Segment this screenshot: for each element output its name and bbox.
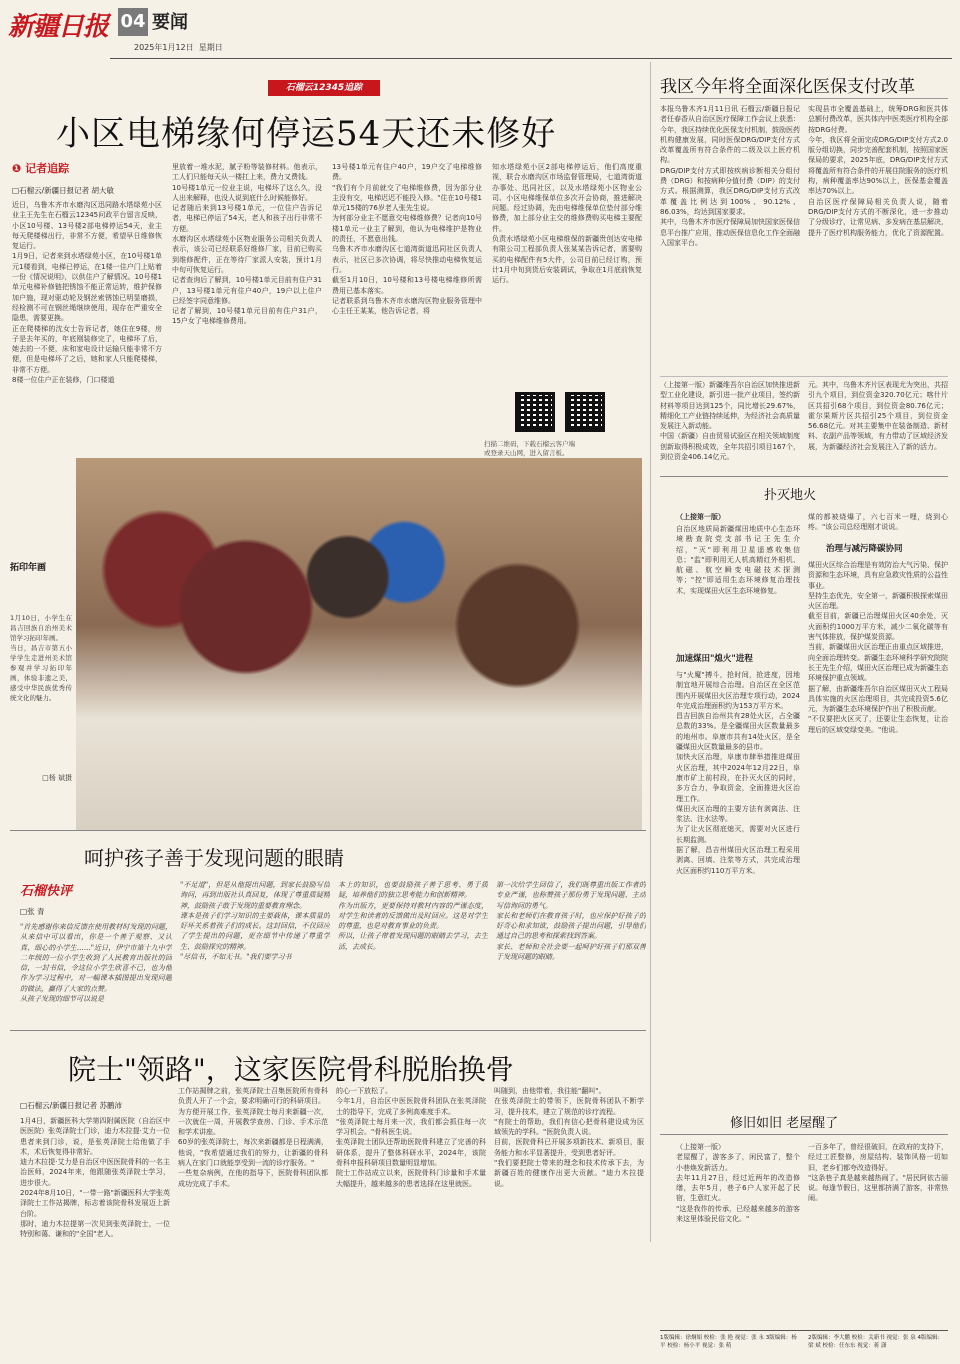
jump-marker: （上接第一版） — [676, 513, 725, 521]
article-column: 元。其中，乌鲁木齐片区表现尤为突出，共招引九个项目，到位资金320.70亿元；喀什片区共招引68个项目，到位资金80.76亿元；霍尔果斯片区共招引25个项目，到位资金56.68亿元。对其主要集中在装备制造、新材料、农副产品等领域，有力带动了区域经济发展，为新疆经济社会发展注入了新的活力。 — [808, 381, 948, 451]
article-column: 近日，乌鲁木齐市水磨沟区迅同路水塔绿苑小区业主王先生在石榴云12345问政平台留言反映，小区10号楼、13号楼2部电梯停运54天，业主每天爬楼梯出行，非常不方便，希望早日维修恢复运行。 1月9日，记者来到水塔绿苑小区，在10号楼1单元1楼看到，电梯已停运，在1楼一住户门上贴着一份《情况说明》，以供住户了解情况。10号楼1单元电梯补修链把锈蚀不能正常运转，维护保修加户施，现对驱动轮及钢丝索锈蚀已明显磨损，经检测不可在钢丝绳继续使用，现存在严重安全隐患，需要更换。 正在爬楼梯的沈女士告诉记者，她住在9楼，房子是去年买的，年底刚装修完了，电梯坏了后，她去的一不便，床和家电设计运输只能非常不方便，但是电梯坏了之后，她和家人只能爬楼梯，非常不方便。 8楼一位住户正在装修，门口楼道 — [12, 201, 162, 385]
article-old-house — [654, 1112, 954, 1342]
date: 2025年1月12日 — [134, 43, 194, 52]
article-column: "首先感谢你来信反馈在使用教材时发现的问题，从来信中可以看出，你是一个善于观察、又认真、细心的小学生……"近日，伊宁市第十九中学二年级的一位小学生收到了人民教育出版社的回信，一封书信，令这位小学生欣喜不已，也为他作为学习过程中，对一幅课本插图提出发现问题的做法，赢得了大家的点赞。 从孩子发现的细节可以说是 — [20, 923, 172, 1004]
subheading: 加速煤田"熄火"进程 — [676, 654, 753, 664]
paper-logo: 新疆日报 — [8, 12, 109, 42]
article-academician — [0, 1030, 650, 1330]
article-column: 一百多年了，曾经很破旧，在政府的支持下，经过工匠整修，房屋结构、装饰风格一切如旧，老乡们都夸改造得好。 "这条巷子真是越来越热闹了。"居民阿依古丽说。每逢节假日，这里都挤满了游客，非常热闹。 — [808, 1143, 948, 1203]
byline: □张 青 — [20, 907, 45, 916]
headline: 我区今年将全面深化医保支付改革 — [660, 77, 915, 97]
page-number: 04 — [118, 8, 148, 36]
column-divider — [650, 62, 651, 1242]
article-column: 实现县市全覆盖基础上，统筹DRG和医共体总额付费改革，医共体内中医类医疗机构全部按DRG付费。 今年，我区将全面完成DRG/DIP支付方式2.0版分组切换，同步完善配套机制，按照国家医保局的要求，2025年底，DRG/DIP支付方式将覆盖所有符合条件的开展住院服务的医疗机构，病种覆盖率达90%以上，医保基金覆盖率达70%以上。 自治区医疗保障局相关负责人说，随着DRG/DIP支付方式的不断深化，进一步推动了分级诊疗，让常见病、多发病在基层解决，提升了医疗机构服务能力，优化了资源配置。 — [808, 105, 948, 237]
article-medical-insurance — [654, 60, 954, 460]
section-rule — [660, 1134, 948, 1135]
editor-credits-left: 1版编辑：徐炯娟 校检：张 艳 视觉：张 永 3版编辑：杨 平 校检：杨小平 视觉：张 萌 — [660, 1335, 797, 1349]
photo-caption-text: 1月10日，小学生在昌吉回族自治州美术馆学习拓印年画。 当日，昌吉市第五小学学生走进州美术馆参观并学习拓印年画，体验非遗之美，感受中华民族优秀传统文化的魅力。 — [10, 614, 72, 702]
article-column: 本上的知识，也要鼓励孩子善于思考、勇于质疑，培养他们的独立思考能力和创新精神。 作为出版方，更要保持对教材内容的严谨态度，对学生和读者的反馈做出及时回应。这是对学生的尊重，也是对教育事业的负责。 所以，让孩子带着发现问题的眼睛去学习，去生活，去成长。 — [338, 881, 488, 951]
byline: □石榴云/新疆日报记者 胡大敏 — [12, 186, 114, 195]
article-column: 工作站揭牌之前，张英泽院士召集医院所有骨科负责人开了一个会，要求明确可行的科研项目。 为方便开展工作，张英泽院士每月来新疆一次，一次就住一周，开展教学查房、门诊、手术示范和学术讲座。 60岁的张英泽院士，每次来新疆都是日程满满，他说，"我希望通过我们的努力，让新疆的骨科病人在家门口就能享受到一流的诊疗服务。" 一些复杂病例，在他的指导下，医院骨科团队都成功完成了手术。 — [178, 1087, 328, 1188]
section-rule — [10, 830, 646, 831]
article-column: 第一次给学生回信了，我们既尊重出版工作者的专业严谨，也称赞孩子那份勇于发现问题、主动写信询问的勇气。 家长和老师们在教育孩子时，也应保护好孩子的好奇心和求知欲，鼓励孩子提出问题，引导他们通过自己的思考和探索找到答案。 家长、老师和全社会要一起呵护好孩子们那双善于发现问题的眼睛。 — [496, 881, 646, 962]
column-tag-text: 石榴云12345追踪 — [285, 83, 363, 93]
section-name: 要闻 — [152, 12, 188, 33]
article-column: 1月4日，新疆医科大学第四附属医院（自治区中医医院）张英泽院士门诊，迪力木拉提·艾力一位患者来到门诊，说，是张英泽院士给他做了手术，术后恢复得非常好。 迪力木拉提·艾力是自治区中医医院骨科的一名主治医师，2024年来，他跟随张英泽院士学习，进步很大。 2024年8月10日，"一带一路"新疆医科大学张英泽院士工作站揭牌，标志着该院骨科发展迈上新台阶。 那时，迪力木拉提第一次见到张英泽院士，一位特别和蔼、谦和的"全国"老人。 — [20, 1117, 170, 1239]
headline: 修旧如旧 老屋醒了 — [730, 1116, 839, 1131]
weekday: 星期日 — [198, 43, 223, 52]
footer-rule — [660, 1330, 948, 1331]
section-rule — [660, 476, 948, 477]
news-photo — [76, 458, 642, 830]
photo-caption — [10, 560, 72, 840]
article-column: 自治区地质局新疆煤田地质中心生态环境勘查院党支部书记王先生介绍，"灭"即利用卫星遥感收集信息；"监"即利用无人机高精红外相机、航磁、航空瞬变电磁技术探测等；"控"即适用生态环境修复治理技术，实现煤田火区生态环境修复。 — [676, 525, 800, 595]
article-column: 与"火魔"搏斗，抢时间，抢进度，因地制宜地开展综合治理。自治区在全区范围内开展煤田火区治理专项行动，2024年完成治理面积约为153万平方米。 昌吉回族自治州共有28处火区，占全疆总数的33%。是全疆煤田火区数量最多的地州市。阜康市共有14处火区，是全疆煤田火区数量最多的县市。 加快火区治理，阜康市肆举措推进煤田火区治理，其中2024年12月22日，阜康市矿上前村段，在扑灭火区的同时，多方合力，争取资金，全面推进火区治理工作。 煤田火区治理的主要方法有剥离法、注浆法、注水法等。 为了让火区彻底熄灭，需要对火区进行长期监测。 据了解，昌吉州煤田火区治理工程采用剥离、回填、注浆等方式，共完成治理火区面积约110万平方米。 — [676, 671, 800, 875]
badge-text: 记者追踪 — [25, 162, 70, 175]
masthead-rule — [110, 58, 952, 59]
commentary-tag: 石榴快评 — [20, 884, 73, 899]
headline: 小区电梯缘何停运54天还未修好 — [56, 114, 557, 154]
qr-caption: 扫描二维码，下载石榴云客户端 或登录天山网，进入留言板。 — [484, 440, 575, 457]
section-rule — [660, 376, 948, 377]
section-rule — [10, 1030, 646, 1031]
article-column: "不足道"，但是从他提出问题，到家长鼓励写信询问，再到出版社认真回复，体现了尊重质疑精神，鼓励孩子敢于发现的重要教育理念。 课本是孩子们学习知识的主要载体，课本质量的好坏关系着孩子们的成长。这封回信，不仅回应了学生提出的问题，更在细节中传递了尊重学生、鼓励探究的精神。 "尽信书，不如无书。"我们要学习书 — [180, 881, 330, 962]
reporter-badge — [12, 160, 69, 176]
headline: 扑灭地火 — [764, 488, 817, 503]
photo-caption-title: 拓印年画 — [10, 563, 47, 573]
subheading: 治理与减污降碳协同 — [826, 544, 903, 554]
article-column: 煤田火区综合治理是有效防治大气污染、保护资源和生态环境，具有应急救灾性质的公益性事业。 坚持生态优先，安全第一，新疆积极探索煤田火区治理。 截至目前，新疆已治理煤田火区40余处，灭火面积约1000万平方米，减少二氧化碳等有害气体排放，保护煤炭资源。 当前，新疆煤田火区治理正由重点区域推进，向全面治理转变。新疆生态环境科学研究院院长王先生介绍，煤田火区治理已成为新疆生态环境保护重点领域。 据了解，由新疆维吾尔自治区煤田灭火工程局具体实施的火区治理项目，共完成投资5.6亿元，为新疆生态环境保护作出了积极贡献。 "不仅要把火区灭了，还要让生态恢复，让治理后的区域变绿变美。"他说。 — [808, 561, 948, 734]
article-column: 里放着一堆水泥，腻子粉等装修材料。他表示，工人们只能每天从一楼扛上来，费力又费钱。 10号楼1单元一位业主说，电梯坏了这么久，没人出来解释，也没人说到底什么时候能修好。 记者随后来到13号楼1单元，一位住户告诉记者，电梯已停运了54天，老人和孩子出行非常不方便。 水磨沟区水塔绿苑小区物业服务公司相关负责人表示，该公司已经联系好维修厂家，目前已购买到维修配件，正在等待厂家派人安装，预计1月中旬可恢复运行。 记者查询后了解到，10号楼1单元目前有住户31户，13号楼1单元有住户40户，19户以上住户已经签字同意维修。 记者了解到，10号楼1单元目前有住户31户，15户女了电梯维修费用。 — [172, 163, 322, 326]
article-column: 本报乌鲁木齐1月11日讯 石榴云/新疆日报记者任春香从自治区医疗保障工作会议上获悉：今年，我区持续优化医保支付机制，鼓励医药机构健康发展，同时医保DRG/DIP支付方式改革覆盖所有符合条件的二级及以上医疗机构。 DRG/DIP支付方式即按疾病诊断相关分组付费（DRG）和按病种分值付费（DIP）的支付方式。根据测算，我区DRG/DIP支付方式改革覆盖比例达到100%、90.12%、86.03%，均达到国家要求。 其中，乌鲁木齐市医疗保障局加快国家医保信息平台推广应用，推动医保信息化工作全面融入国家平台。 — [660, 105, 800, 247]
column-tag — [268, 80, 380, 96]
article-column: 13号楼1单元有住户40户，19户交了电梯维修费。 "我们有个月前就交了电梯维修费，因为部分业主没有交，电梯迟迟不能投入修。"住在10号楼1单元15楼的76岁老人张先生说。 为何部分业主不愿意交电梯维修费？记者向10号楼1单元一业主了解到，他认为电梯维护是物业的责任，不愿意出钱。 乌鲁木齐市水磨沟区七道湾街道迅同社区负责人表示，社区已多次协调，将尽快推动电梯恢复运行。 截至1月10日，10号楼和13号楼电梯维修所需费用已基本落实。 记者联系到乌鲁木齐市水磨沟区物业服务管理中心主任王某某，他告诉记者，将 — [332, 163, 482, 316]
badge-icon: ❶ — [12, 162, 22, 175]
headline: 院士"领路"，这家医院骨科脱胎换骨 — [68, 1053, 514, 1086]
article-column: （上接第一版） 老屋醒了，游客多了，闲民富了，整个小巷焕发新活力。 去年11月27日，经过近两年的改造修缮，去年5月，巷子6户人家开起了民宿，生意红火。 "这是我作的传承，已经越来越多的游客来这里体验民俗文化。" — [676, 1143, 800, 1224]
article-commentary — [0, 830, 650, 1030]
qr-code[interactable] — [515, 392, 555, 432]
editor-credits-right: 2版编辑：李大鹏 校检：关新书 视觉：张 泉 4版编辑：梁 斌 校检：任东东 视觉：蒋 潇 — [808, 1335, 943, 1349]
masthead — [0, 0, 960, 60]
headline-rule — [660, 98, 948, 99]
article-column: 的心一下放松了。 今年1月，自治区中医医院骨科团队在张英泽院士的指导下，完成了多例高难度手术。 "张英泽院士每月来一次，我们都会抓住每一次学习机会。"骨科医生说。 张英泽院士团队还帮助医院骨科建立了完善的科研体系，提升了整体科研水平，2024年，该院骨科申报科研项目数量明显增加。 院士工作站成立以来，医院骨科门诊量和手术量大幅提升，越来越多的患者选择在这里就医。 — [336, 1087, 486, 1188]
article-column: （上接第一版）新疆维吾尔自治区加快推进新型工业化建设，新引进一批产业项目，签约新材料等项目达到125个，同比增长29.67%，精细化工产业链持续延伸，为经济社会高质量发展注入新动能。 中国（新疆）自由贸易试验区在相关领域制度创新取得积极成效，全年共招引项目167个，到位资金406.14亿元。 — [660, 381, 800, 462]
qr-code[interactable] — [565, 392, 605, 432]
article-column: 知水塔绿苑小区2部电梯停运后，他们高度重视，联合水磨沟区市场监督管理局，七道湾街道办事处、迅同社区，以及水塔绿苑小区物业公司、小区电梯维保单位多次开会协商，推进解决问题。经过协调，先由电梯维保单位垫付部分维修费，加上部分业主交的维修费购买电梯主要配件。 负责水塔绿苑小区电梯维保的新疆贵创达安电梯有限公司工程部负责人张某某告诉记者，需要购买的电梯配件有5大件，公司目前已经订购，预计1月中旬到货后安装调试，争取在1月底前恢复运行。 — [492, 163, 642, 285]
headline: 呵护孩子善于发现问题的眼睛 — [84, 846, 344, 870]
byline: □石榴云/新疆日报记者 苏鹏沛 — [20, 1101, 122, 1110]
article-column: 煤的都被烧爆了，六七百米一哩，烧到心疼。"该公司总经理刚才说说。 — [808, 513, 948, 532]
article-column: 叫随到，由他带着，我往能"翻叫"。 在张英泽院士的带领下，医院骨科团队不断学习，提升技术，建立了规范的诊疗流程。 "有院士的帮助，我们有信心把骨科建设成为区域领先的学科。"医院负责人说。 目前，医院骨科已开展多项新技术、新项目，服务能力和水平显著提升，受到患者好评。 "我们要把院士带来的理念和技术传承下去，为新疆百姓的健康作出更大贡献。"迪力木拉提说。 — [494, 1087, 644, 1188]
editor-credits — [654, 1330, 954, 1360]
issue-date — [134, 42, 223, 53]
article-elevator — [0, 60, 650, 460]
photo-credit: □杨 斌摄 — [42, 774, 72, 782]
